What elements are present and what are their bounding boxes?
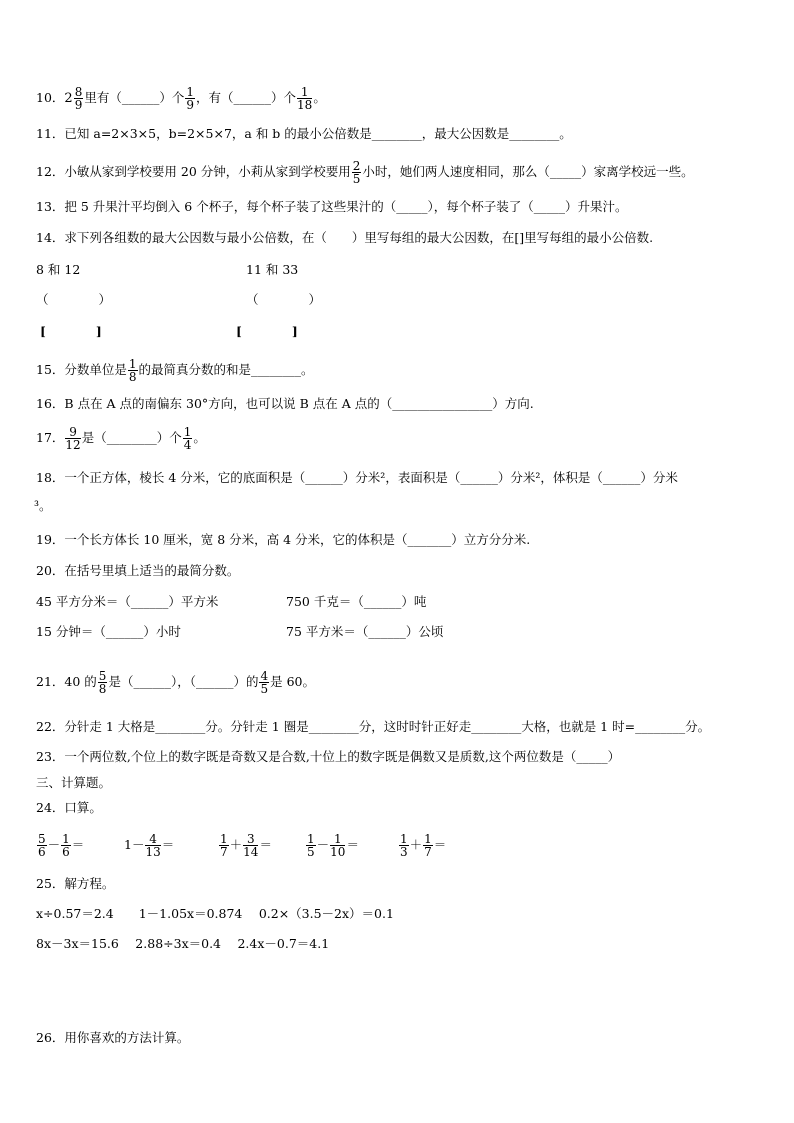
question-18: 18．一个正方体，棱长 4 分米，它的底面积是（______）分米²，表面积是（______）分米²，体积是（______）分米 [36, 470, 678, 485]
question-15: 15．分数单位是 $\frac{1}{8}$ 的最简真分数的和是________。 [36, 357, 314, 384]
expr-3: $\frac{1}{7}$ ＋ $\frac{3}{14}$ ＝ [220, 832, 272, 859]
fraction-1-18: $\frac{1}{18}$ [297, 85, 313, 112]
equation-row-1: x÷0.57＝2.4 1－1.05x＝0.874 0.2×（3.5－2x）＝0.1 [36, 906, 394, 921]
expr-4: $\frac{1}{5}$ － $\frac{1}{10}$ ＝ [307, 832, 359, 859]
section-3-heading: 三、计算题。 [36, 775, 112, 790]
fraction-5-8: $\frac{5}{8}$ [98, 669, 107, 696]
question-17: 17． $\frac{9}{12}$ 是（________）个 $\frac{1}{4}$ 。 [36, 425, 206, 452]
fraction-8-9: $\frac{8}{9}$ [74, 85, 83, 112]
group-1-label: 8 和 12 [36, 262, 81, 277]
mixed-whole: 2 [64, 91, 73, 106]
fraction-1-9: $\frac{1}{9}$ [186, 85, 194, 112]
question-25: 25．解方程。 [36, 876, 115, 891]
question-22: 22．分针走 1 大格是________分。分针走 1 圈是________分，这时时针正好走________大格，也就是 1 时=________分。 [36, 719, 711, 734]
q20-item-a: 45 平方分米＝（______）平方米 [36, 594, 219, 609]
fraction-1-4: $\frac{1}{4}$ [183, 425, 192, 452]
question-14: 14．求下列各组数的最大公因数与最小公倍数，在（ ）里写每组的最大公因数，在[]里写每组的最小公倍数. [36, 230, 654, 245]
equation-row-2: 8x－3x＝15.6 2.88÷3x＝0.4 2.4x－0.7＝4.1 [36, 936, 330, 951]
question-21: 21．40 的 $\frac{5}{8}$ 是（______），（______）的 $\frac{4}{5}$ 是 60。 [36, 669, 315, 696]
question-16: 16．B 点在 A 点的南偏东 30°方向，也可以说 B 点在 A 点的（________________）方向. [36, 396, 534, 411]
answer-blank[interactable]: ______ [233, 90, 272, 105]
expr-1: $\frac{5}{6}$ － $\frac{1}{6}$ ＝ [38, 832, 85, 859]
question-19: 19．一个长方体长 10 厘米，宽 8 分米，高 4 分米，它的体积是（_______）立方分分米. [36, 532, 531, 547]
lcm-blank-1[interactable]: [ ] [40, 324, 102, 339]
question-20: 20．在括号里填上适当的最简分数。 [36, 563, 240, 578]
fraction-4-5: $\frac{4}{5}$ [260, 669, 269, 696]
question-23: 23．一个两位数,个位上的数字既是奇数又是合数,十位上的数字既是偶数又是质数,这个两位数是（_____） [36, 749, 621, 764]
q20-item-c: 15 分钟＝（______）小时 [36, 624, 181, 639]
group-2-label: 11 和 33 [246, 262, 299, 277]
fraction-2-5: $\frac{2}{5}$ [352, 159, 361, 186]
question-26: 26．用你喜欢的方法计算。 [36, 1030, 190, 1045]
oral-calc-row [36, 830, 84, 860]
fraction-9-12: $\frac{9}{12}$ [65, 425, 81, 452]
lcm-blank-2[interactable]: [ ] [236, 324, 298, 339]
question-number: 10． [36, 90, 65, 105]
question-13: 13．把 5 升果汁平均倒入 6 个杯子，每个杯子装了这些果汁的（_____），每个杯子装了（_____）升果汁。 [36, 199, 628, 214]
gcd-blank-2[interactable]: （ ） [246, 292, 322, 307]
question-12: 12．小敏从家到学校要用 20 分钟，小莉从家到学校要用 $\frac{2}{5}$ 小时，她们两人速度相同，那么（_____）家离学校远一些。 [36, 159, 694, 186]
expr-5: $\frac{1}{3}$ ＋ $\frac{1}{7}$ ＝ [400, 832, 447, 859]
q20-item-b: 750 千克＝（______）吨 [286, 594, 427, 609]
gcd-blank-1[interactable]: （ ） [36, 292, 112, 307]
question-24: 24．口算。 [36, 800, 102, 815]
answer-blank[interactable]: ______ [121, 90, 160, 105]
question-11: 11．已知 a=2×3×5，b=2×5×7，a 和 b 的最小公倍数是________，最大公因数是________。 [36, 126, 572, 141]
expr-2: 1－ $\frac{4}{13}$ ＝ [124, 832, 175, 859]
fraction-1-8: $\frac{1}{8}$ [128, 357, 137, 384]
question-10: 10．2 $\frac{8}{9}$ 里有（______）个 $\frac{1}{9}$ ，有（______）个 $\frac{1}{18}$ 。 [36, 85, 326, 112]
q20-item-d: 75 平方米＝（______）公顷 [286, 624, 444, 639]
question-18-tail: ³。 [34, 498, 52, 513]
